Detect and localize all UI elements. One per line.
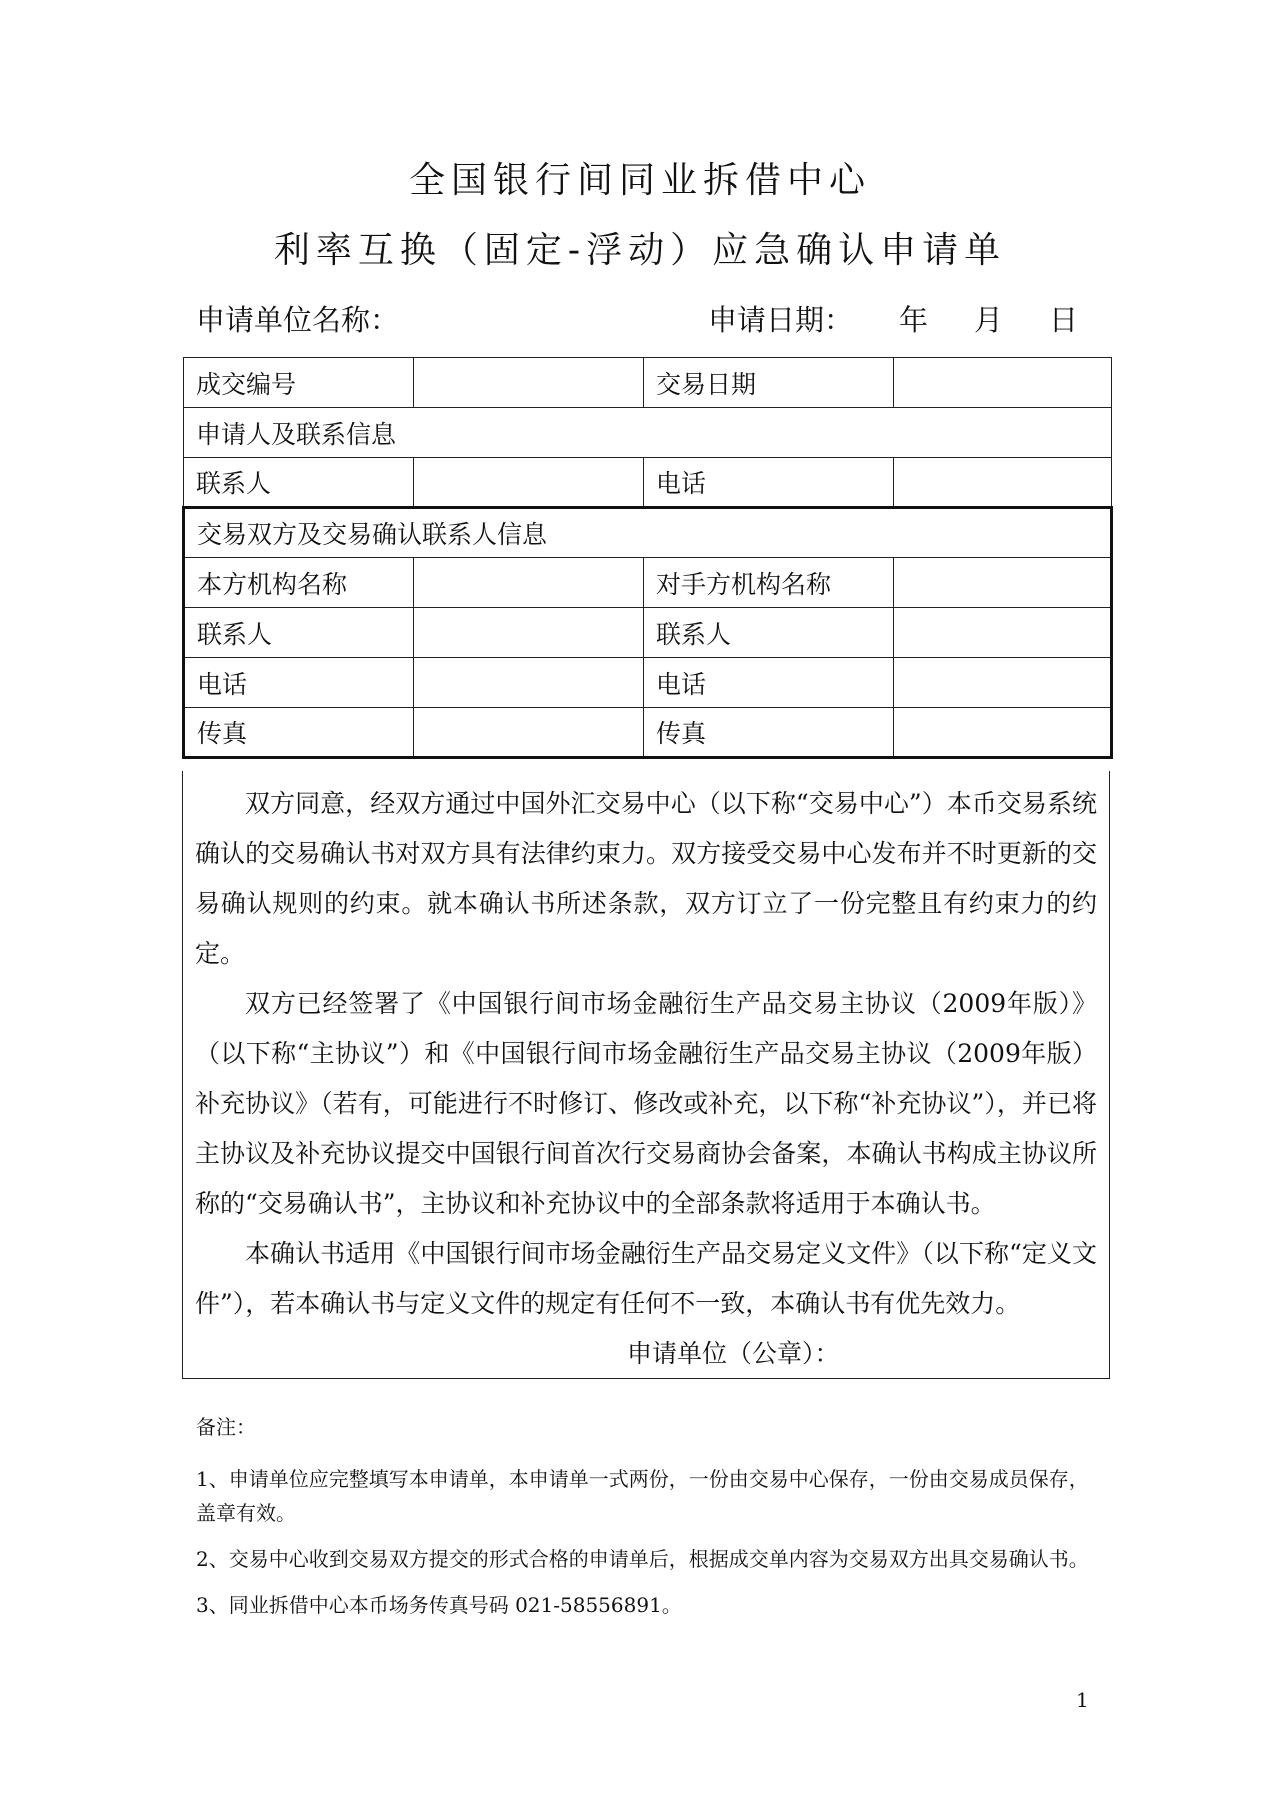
document-title-line2: 利率互换（固定-浮动）应急确认申请单 (273, 230, 1007, 271)
note-1: 1、申请单位应完整填写本申请单，本申请单一式两份，一份由交易中心保存，一份由交易成员保存，盖章有效。 (196, 1467, 1089, 1525)
notes-section (196, 1410, 1096, 1634)
notes-title: 备注： (196, 1415, 256, 1439)
counterparty-contact-field[interactable] (894, 608, 1112, 658)
counterparty-institution-field[interactable] (894, 558, 1112, 608)
own-contact-field[interactable] (414, 608, 644, 658)
own-contact-label: 联系人 (184, 608, 414, 658)
contact-label: 联系人 (184, 458, 414, 508)
phone-label: 电话 (644, 458, 894, 508)
table-row (184, 358, 1112, 408)
counterparty-phone-field[interactable] (894, 658, 1112, 708)
applicant-unit-label: 申请单位名称： (196, 303, 400, 337)
phone-field[interactable] (894, 458, 1112, 508)
counterparty-contact-label: 联系人 (644, 608, 894, 658)
agreement-paragraph-1: 双方同意，经双方通过中国外汇交易中心（以下称“交易中心”）本币交易系统确认的交易确认书对双方具有法律约束力。双方接受交易中心发布并不时更新的交易确认规则的约束。就本确认书所述条款，双方订立了一份完整且有约束力的约定。 (195, 789, 1097, 968)
table-row (184, 508, 1112, 558)
own-fax-label: 传真 (184, 708, 414, 758)
own-institution-label: 本方机构名称 (184, 558, 414, 608)
counterparty-phone-label: 电话 (644, 658, 894, 708)
applicant-section-heading: 申请人及联系信息 (184, 408, 1112, 458)
contact-field[interactable] (414, 458, 644, 508)
trade-date-field[interactable] (894, 358, 1112, 408)
own-institution-field[interactable] (414, 558, 644, 608)
note-3: 3、同业拆借中心本币场务传真号码 021-58556891。 (196, 1593, 682, 1617)
table-row (184, 658, 1112, 708)
year-label: 年 (899, 303, 929, 337)
applicant-seal-label: 申请单位（公章）： (627, 1339, 840, 1368)
counterparty-fax-field[interactable] (894, 708, 1112, 758)
own-phone-field[interactable] (414, 658, 644, 708)
date-label: 申请日期： (708, 303, 854, 337)
day-label: 日 (1049, 303, 1079, 337)
application-date (708, 298, 1078, 339)
table-row (184, 708, 1112, 758)
table-row (184, 458, 1112, 508)
page-number: 1 (1076, 1688, 1089, 1712)
agreement-text-box (182, 771, 1110, 1379)
counterparty-institution-label: 对手方机构名称 (644, 558, 894, 608)
trade-date-label: 交易日期 (644, 358, 894, 408)
deal-number-label: 成交编号 (184, 358, 414, 408)
table-row (184, 408, 1112, 458)
table-row (184, 608, 1112, 658)
parties-section-heading: 交易双方及交易确认联系人信息 (184, 508, 1112, 558)
agreement-paragraph-2: 双方已经签署了《中国银行间市场金融衍生产品交易主协议（2009年版）》（以下称“主协议”）和《中国银行间市场金融衍生产品交易主协议（2009年版）补充协议》（若有，可能进行不时修订、修改或补充，以下称“补充协议”），并已将主协议及补充协议提交中国银行间首次行交易商协会备案，本确认书构成主协议所称的“交易确认书”，主协议和补充协议中的全部条款将适用于本确认书。 (195, 989, 1097, 1218)
deal-number-field[interactable] (414, 358, 644, 408)
application-form-table (182, 357, 1113, 759)
month-label: 月 (974, 303, 1004, 337)
own-phone-label: 电话 (184, 658, 414, 708)
counterparty-fax-label: 传真 (644, 708, 894, 758)
agreement-paragraph-3: 本确认书适用《中国银行间市场金融衍生产品交易定义文件》（以下称“定义文件”），若本确认书与定义文件的规定有任何不一致，本确认书有优先效力。 (195, 1239, 1097, 1318)
table-row (184, 558, 1112, 608)
document-title-line1: 全国银行间同业拆借中心 (408, 160, 871, 201)
own-fax-field[interactable] (414, 708, 644, 758)
note-2: 2、交易中心收到交易双方提交的形式合格的申请单后，根据成交单内容为交易双方出具交易确认书。 (196, 1547, 1089, 1571)
